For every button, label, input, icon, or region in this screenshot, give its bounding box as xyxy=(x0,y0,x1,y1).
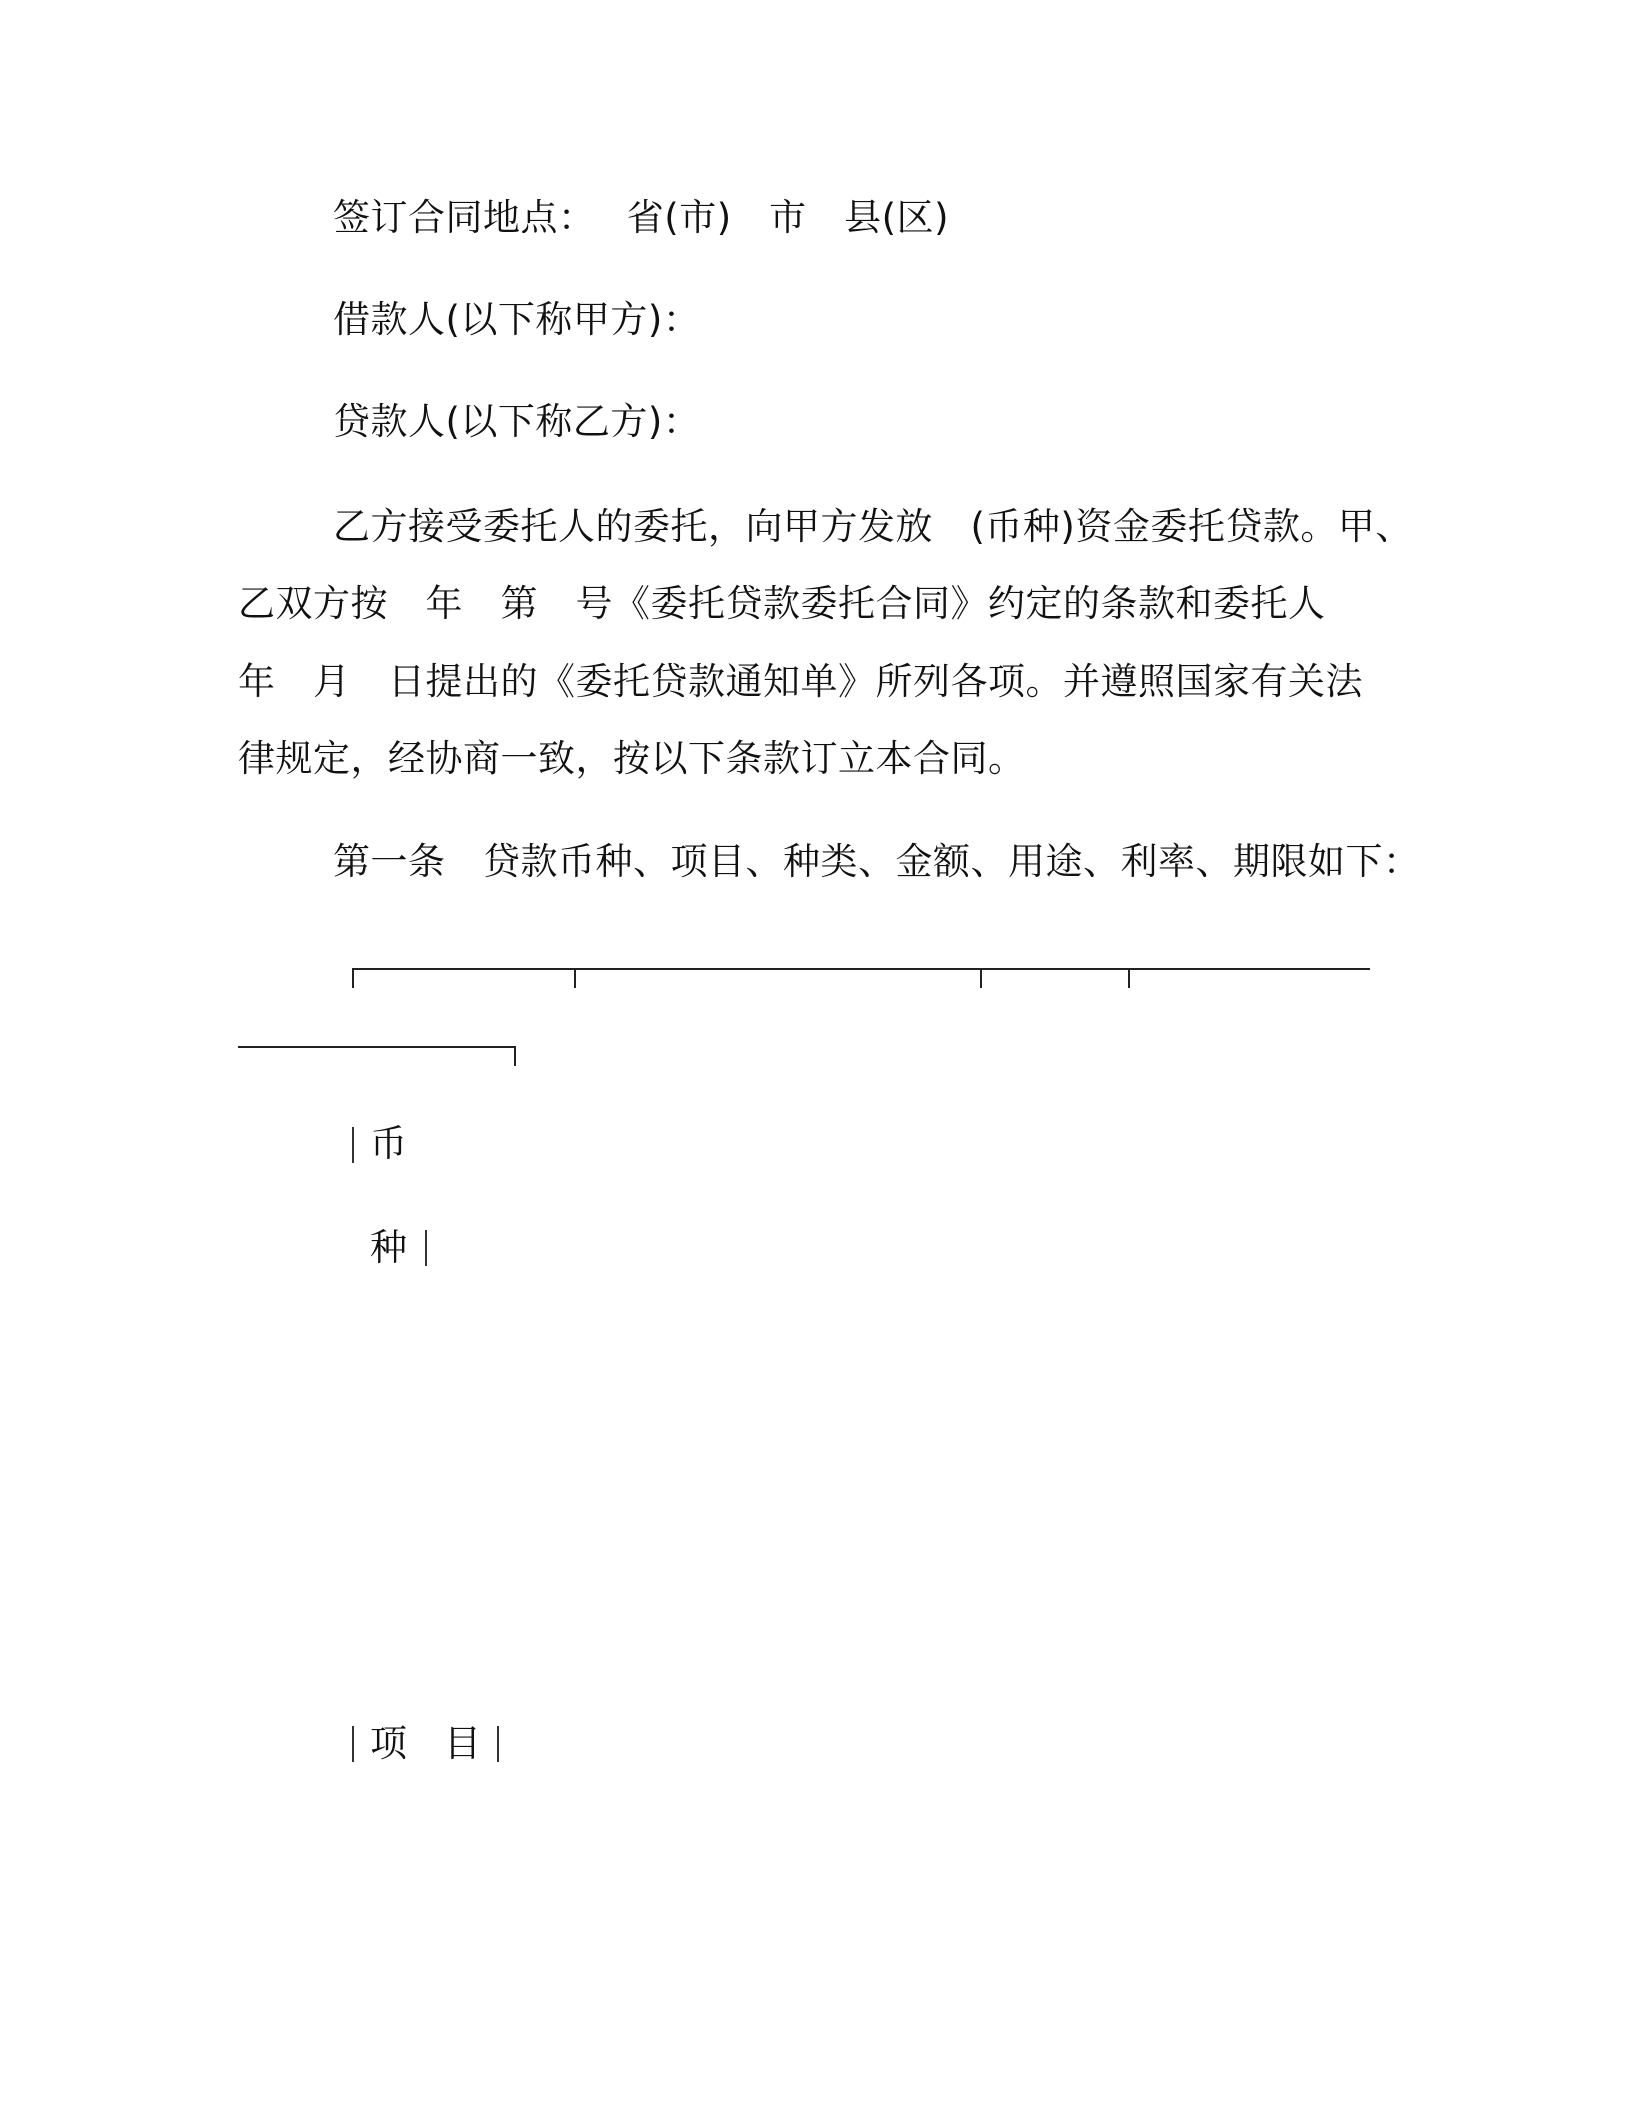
table-top-border xyxy=(352,968,1370,970)
preamble-line-3: 年 月 日提出的《委托贷款通知单》所列各项。并遵照国家有关法 xyxy=(238,660,1363,703)
sign-place-line: 签订合同地点： 省(市) 市 县(区) xyxy=(333,196,950,239)
preamble-line-2: 乙双方按 年 第 号《委托贷款委托合同》约定的条款和委托人 xyxy=(238,582,1326,625)
article-1-heading: 第一条 贷款币种、项目、种类、金额、用途、利率、期限如下： xyxy=(333,840,1421,883)
project-cell-right-border xyxy=(497,1726,499,1762)
table-tick-1 xyxy=(352,968,354,988)
preamble-line-1: 乙方接受委托人的委托，向甲方发放 (币种)资金委托贷款。甲、 xyxy=(333,505,1413,548)
cell-left-border xyxy=(352,1127,354,1163)
table-row-border xyxy=(238,1046,516,1048)
table-tick-3 xyxy=(980,968,982,988)
project-cell-left-border xyxy=(352,1726,354,1762)
table-tick-4 xyxy=(1128,968,1130,988)
cell-right-border xyxy=(425,1230,427,1266)
table-tick-5 xyxy=(514,1046,516,1066)
preamble-line-4: 律规定，经协商一致，按以下条款订立本合同。 xyxy=(238,737,1026,780)
currency-label-2: 种 xyxy=(370,1226,407,1269)
lender-line: 贷款人(以下称乙方)： xyxy=(333,400,701,443)
table-tick-2 xyxy=(574,968,576,988)
borrower-line: 借款人(以下称甲方)： xyxy=(333,298,701,341)
currency-label-1: 币 xyxy=(370,1122,407,1165)
project-label: 项 目 xyxy=(370,1722,481,1765)
